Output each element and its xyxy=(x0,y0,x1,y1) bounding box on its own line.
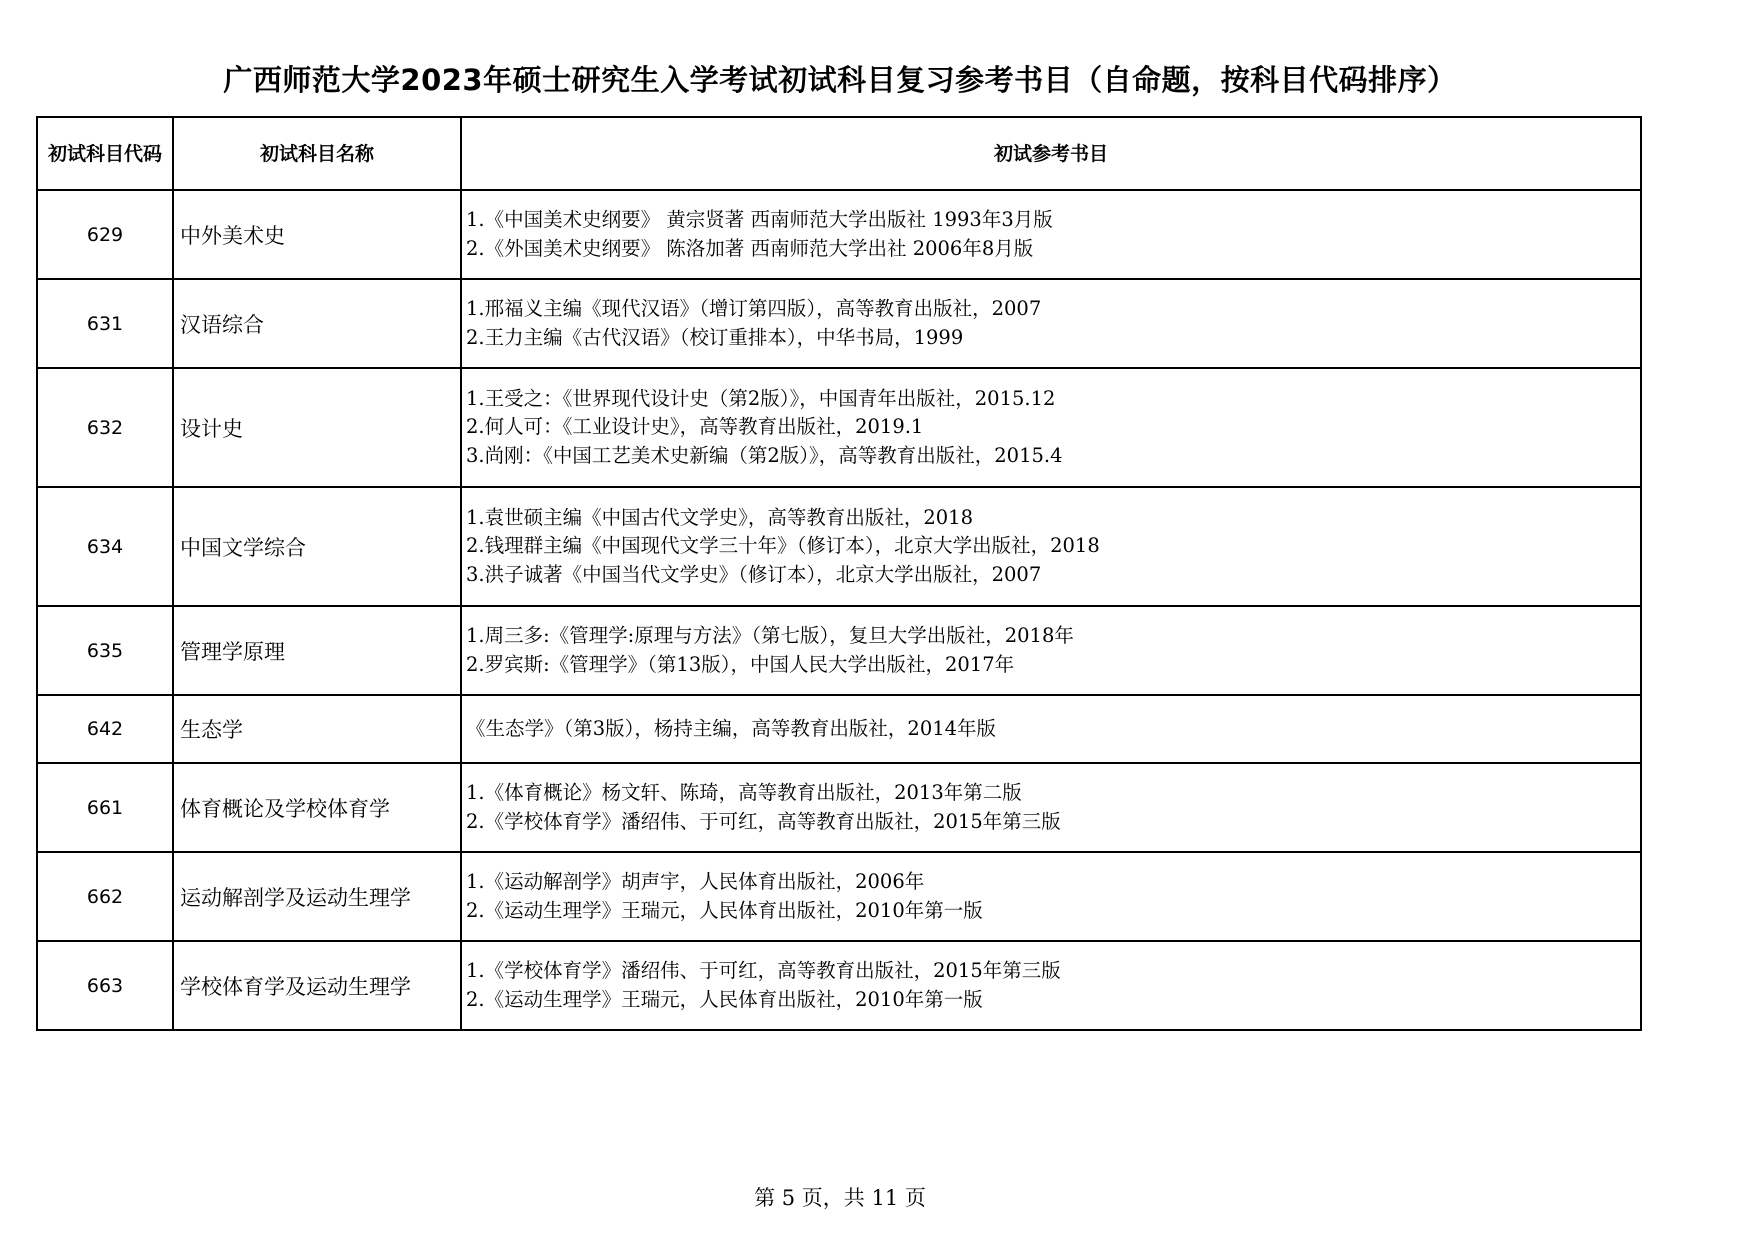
subject-code: 634 xyxy=(37,487,173,606)
subject-code: 661 xyxy=(37,763,173,852)
book-entry: 2.《运动生理学》王瑞元，人民体育出版社，2010年第一版 xyxy=(466,898,983,922)
subject-code: 663 xyxy=(37,941,173,1030)
book-entry: 1.邢福义主编《现代汉语》（增订第四版），高等教育出版社，2007 xyxy=(466,297,1042,320)
reference-books xyxy=(461,695,1641,763)
reference-books-table xyxy=(36,116,1642,1031)
subject-name: 管理学原理 xyxy=(173,606,461,695)
book-entry: 1.《中国美术史纲要》 黄宗贤著 西南师范大学出版社 1993年3月版 xyxy=(466,208,1053,231)
book-entry: 3.洪子诚著《中国当代文学史》（修订本），北京大学出版社，2007 xyxy=(466,562,1042,586)
table-row xyxy=(37,606,1641,695)
table-row xyxy=(37,852,1641,941)
book-entry: 2.何人可：《工业设计史》，高等教育出版社，2019.1 xyxy=(466,415,924,439)
table-row xyxy=(37,941,1641,1030)
subject-name: 中外美术史 xyxy=(173,190,461,279)
subject-name: 生态学 xyxy=(173,695,461,763)
table-row xyxy=(37,368,1641,487)
table-header-row xyxy=(37,117,1641,190)
reference-books xyxy=(461,763,1641,852)
subject-code: 635 xyxy=(37,606,173,695)
header-subject-code: 初试科目代码 xyxy=(37,117,173,190)
subject-name: 学校体育学及运动生理学 xyxy=(173,941,461,1030)
header-reference-books: 初试参考书目 xyxy=(461,117,1641,190)
subject-name: 体育概论及学校体育学 xyxy=(173,763,461,852)
book-entry: 《生态学》（第3版），杨持主编，高等教育出版社，2014年版 xyxy=(466,716,997,740)
reference-books xyxy=(461,852,1641,941)
table-row xyxy=(37,763,1641,852)
book-entry: 1.《体育概论》杨文轩、陈琦，高等教育出版社，2013年第二版 xyxy=(466,781,1022,804)
book-entry: 2.《外国美术史纲要》 陈洛加著 西南师范大学出社 2006年8月版 xyxy=(466,236,1034,260)
reference-books xyxy=(461,279,1641,368)
book-entry: 2.罗宾斯:《管理学》（第13版），中国人民大学出版社，2017年 xyxy=(466,652,1015,676)
table-row xyxy=(37,190,1641,279)
book-entry: 1.《运动解剖学》胡声宇，人民体育出版社，2006年 xyxy=(466,870,925,893)
page-title: 广西师范大学2023年硕士研究生入学考试初试科目复习参考书目（自命题，按科目代码排序） xyxy=(223,63,1457,97)
subject-code: 629 xyxy=(37,190,173,279)
table-row xyxy=(37,695,1641,763)
book-entry: 2.《学校体育学》潘绍伟、于可红，高等教育出版社，2015年第三版 xyxy=(466,809,1061,833)
subject-code: 642 xyxy=(37,695,173,763)
subject-name: 中国文学综合 xyxy=(173,487,461,606)
book-entry: 3.尚刚：《中国工艺美术史新编（第2版）》，高等教育出版社，2015.4 xyxy=(466,443,1063,467)
subject-code: 631 xyxy=(37,279,173,368)
book-entry: 2.王力主编《古代汉语》（校订重排本），中华书局，1999 xyxy=(466,325,964,349)
book-entry: 1.《学校体育学》潘绍伟、于可红，高等教育出版社，2015年第三版 xyxy=(466,959,1061,982)
reference-books xyxy=(461,190,1641,279)
reference-books xyxy=(461,606,1641,695)
reference-books xyxy=(461,487,1641,606)
book-entry: 1.周三多:《管理学:原理与方法》（第七版），复旦大学出版社，2018年 xyxy=(466,624,1074,647)
subject-code: 662 xyxy=(37,852,173,941)
subject-name: 设计史 xyxy=(173,368,461,487)
book-entry: 2.钱理群主编《中国现代文学三十年》（修订本），北京大学出版社，2018 xyxy=(466,534,1100,558)
table-row xyxy=(37,279,1641,368)
table-row xyxy=(37,487,1641,606)
book-entry: 1.袁世硕主编《中国古代文学史》，高等教育出版社，2018 xyxy=(466,505,973,529)
reference-books xyxy=(461,941,1641,1030)
book-entry: 1.王受之：《世界现代设计史（第2版）》，中国青年出版社，2015.12 xyxy=(466,386,1056,410)
subject-name: 汉语综合 xyxy=(173,279,461,368)
subject-name: 运动解剖学及运动生理学 xyxy=(173,852,461,941)
page-footer: 第 5 页，共 11 页 xyxy=(754,1186,926,1210)
reference-books xyxy=(461,368,1641,487)
header-subject-name: 初试科目名称 xyxy=(173,117,461,190)
book-entry: 2.《运动生理学》王瑞元，人民体育出版社，2010年第一版 xyxy=(466,987,983,1011)
subject-code: 632 xyxy=(37,368,173,487)
